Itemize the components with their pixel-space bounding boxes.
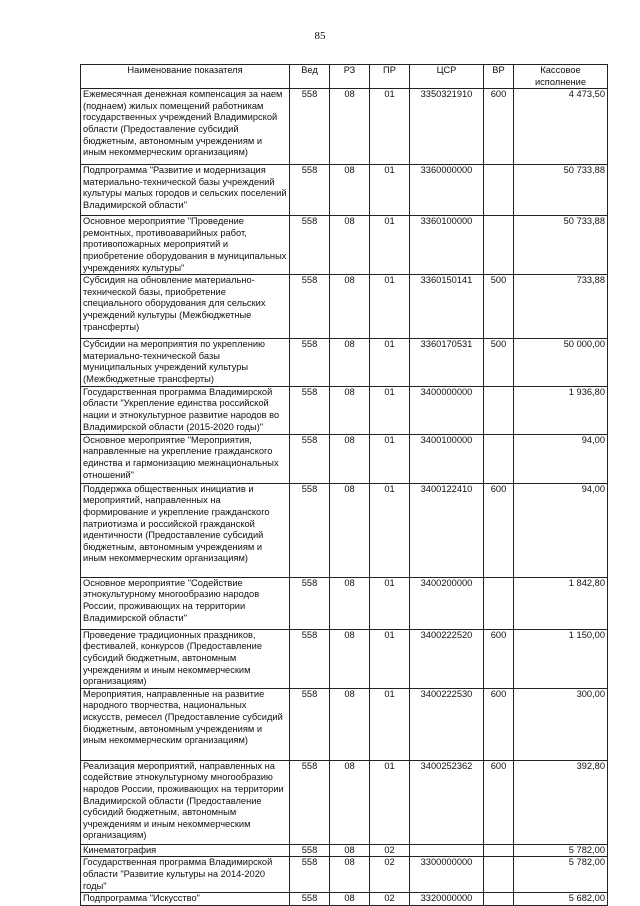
cell-amount: 4 473,50 [514, 89, 608, 165]
cell-rz: 08 [330, 434, 370, 483]
cell-ved: 558 [290, 386, 330, 434]
cell-amount: 1 842,80 [514, 577, 608, 629]
col-header-pr: ПР [370, 65, 410, 89]
cell-vr: 600 [484, 760, 514, 844]
cell-name: Субсидия на обновление материально-технической базы, приобретение специального оборудования для сельских учреждений культуры (Межбюджетные трансферты) [81, 275, 290, 339]
table-row [81, 857, 608, 893]
col-header-rz: РЗ [330, 65, 370, 89]
cell-vr [484, 386, 514, 434]
cell-ved: 558 [290, 629, 330, 688]
cell-name: Проведение традиционных праздников, фестивалей, конкурсов (Предоставление субсидий бюджетным, автономным учреждениям и иным некоммерческим организациям) [81, 629, 290, 688]
col-header-amount: Кассовое исполнение [514, 65, 608, 89]
cell-pr: 01 [370, 216, 410, 275]
cell-vr [484, 577, 514, 629]
cell-vr: 600 [484, 483, 514, 577]
cell-ved: 558 [290, 165, 330, 216]
cell-rz: 08 [330, 386, 370, 434]
cell-pr: 01 [370, 629, 410, 688]
cell-rz: 08 [330, 857, 370, 893]
table-row [81, 89, 608, 165]
cell-amount: 94,00 [514, 434, 608, 483]
cell-csr: 3400000000 [410, 386, 484, 434]
cell-pr: 02 [370, 857, 410, 893]
cell-ved: 558 [290, 339, 330, 386]
cell-rz: 08 [330, 688, 370, 760]
cell-pr: 01 [370, 434, 410, 483]
cell-name: Основное мероприятие "Содействие этнокультурному многообразию народов России, проживающих на территории Владимирской области" [81, 577, 290, 629]
cell-rz: 08 [330, 483, 370, 577]
cell-name: Подпрограмма "Искусство" [81, 893, 290, 906]
cell-rz: 08 [330, 339, 370, 386]
cell-pr: 01 [370, 89, 410, 165]
cell-csr: 3350321910 [410, 89, 484, 165]
table-header-row [81, 65, 608, 89]
cell-ved: 558 [290, 688, 330, 760]
cell-name: Ежемесячная денежная компенсация за наем (поднаем) жилых помещений работникам государственных учреждений Владимирской области (Предоставление субсидий бюджетным, автономным учреждениям и иным некоммерческим организациям) [81, 89, 290, 165]
cell-csr: 3400100000 [410, 434, 484, 483]
cell-rz: 08 [330, 844, 370, 857]
cell-ved: 558 [290, 893, 330, 906]
cell-pr: 01 [370, 577, 410, 629]
cell-vr [484, 216, 514, 275]
cell-amount: 1 150,00 [514, 629, 608, 688]
cell-vr [484, 165, 514, 216]
cell-name: Мероприятия, направленные на развитие народного творчества, национальных искусств, ремесел (Предоставление субсидий бюджетным, автономным учреждениям и иным некоммерческим организациям) [81, 688, 290, 760]
cell-pr: 02 [370, 844, 410, 857]
cell-ved: 558 [290, 577, 330, 629]
cell-pr: 01 [370, 275, 410, 339]
cell-ved: 558 [290, 483, 330, 577]
table-row [81, 275, 608, 339]
table-row [81, 434, 608, 483]
cell-amount: 5 682,00 [514, 893, 608, 906]
cell-pr: 01 [370, 688, 410, 760]
cell-pr: 01 [370, 165, 410, 216]
cell-ved: 558 [290, 434, 330, 483]
cell-vr [484, 434, 514, 483]
cell-rz: 08 [330, 216, 370, 275]
cell-vr [484, 857, 514, 893]
cell-name: Кинематография [81, 844, 290, 857]
cell-vr: 500 [484, 339, 514, 386]
cell-name: Государственная программа Владимирской области "Укрепление единства российской нации и этнокультурное развитие народов во Владимирской области (2015-2020 годы)" [81, 386, 290, 434]
cell-amount: 50 000,00 [514, 339, 608, 386]
cell-amount: 50 733,88 [514, 165, 608, 216]
cell-vr: 500 [484, 275, 514, 339]
cell-vr: 600 [484, 89, 514, 165]
table-row [81, 844, 608, 857]
cell-csr [410, 844, 484, 857]
cell-vr: 600 [484, 688, 514, 760]
page-number: 85 [314, 30, 326, 42]
cell-pr: 01 [370, 483, 410, 577]
col-header-csr: ЦСР [410, 65, 484, 89]
cell-csr: 3400200000 [410, 577, 484, 629]
cell-csr: 3360150141 [410, 275, 484, 339]
table-row [81, 483, 608, 577]
cell-ved: 558 [290, 844, 330, 857]
cell-pr: 01 [370, 339, 410, 386]
cell-csr: 3360000000 [410, 165, 484, 216]
cell-csr: 3360100000 [410, 216, 484, 275]
cell-ved: 558 [290, 216, 330, 275]
cell-ved: 558 [290, 275, 330, 339]
cell-amount: 392,80 [514, 760, 608, 844]
cell-csr: 3400222530 [410, 688, 484, 760]
col-header-ved: Вед [290, 65, 330, 89]
cell-csr: 3400122410 [410, 483, 484, 577]
cell-rz: 08 [330, 760, 370, 844]
cell-ved: 558 [290, 89, 330, 165]
cell-amount: 50 733,88 [514, 216, 608, 275]
table-row [81, 339, 608, 386]
table-row [81, 688, 608, 760]
cell-amount: 300,00 [514, 688, 608, 760]
cell-name: Основное мероприятие "Мероприятия, направленные на укрепление гражданского единства и гармонизацию межнациональных отношений" [81, 434, 290, 483]
col-header-vr: ВР [484, 65, 514, 89]
cell-name: Основное мероприятие "Проведение ремонтных, противоаварийных работ, противопожарных мероприятий и приобретение оборудования в муниципальных учреждениях культуры" [81, 216, 290, 275]
cell-pr: 02 [370, 893, 410, 906]
cell-name: Подпрограмма "Развитие и модернизация материально-технической базы учреждений культуры малых городов и сельских поселений Владимирской области" [81, 165, 290, 216]
cell-rz: 08 [330, 89, 370, 165]
cell-csr: 3320000000 [410, 893, 484, 906]
cell-name: Поддержка общественных инициатив и мероприятий, направленных на формирование и укрепление гражданского патриотизма и российской гражданской идентичности (Предоставление субсидий бюджетным, автономным учреждениям и иным некоммерческим организациям) [81, 483, 290, 577]
cell-amount: 94,00 [514, 483, 608, 577]
cell-csr: 3360170531 [410, 339, 484, 386]
cell-rz: 08 [330, 893, 370, 906]
cell-vr [484, 893, 514, 906]
cell-amount: 5 782,00 [514, 857, 608, 893]
cell-pr: 01 [370, 386, 410, 434]
cell-rz: 08 [330, 629, 370, 688]
table-row [81, 216, 608, 275]
cell-csr: 3400252362 [410, 760, 484, 844]
cell-ved: 558 [290, 857, 330, 893]
cell-csr: 3400222520 [410, 629, 484, 688]
cell-rz: 08 [330, 275, 370, 339]
table-row [81, 577, 608, 629]
cell-amount: 1 936,80 [514, 386, 608, 434]
table-row [81, 629, 608, 688]
cell-name: Государственная программа Владимирской области "Развитие культуры на 2014-2020 годы" [81, 857, 290, 893]
table-row [81, 386, 608, 434]
cell-pr: 01 [370, 760, 410, 844]
table-row [81, 893, 608, 906]
budget-execution-table [80, 64, 608, 906]
cell-rz: 08 [330, 577, 370, 629]
cell-vr: 600 [484, 629, 514, 688]
col-header-name: Наименование показателя [81, 65, 290, 89]
cell-rz: 08 [330, 165, 370, 216]
cell-vr [484, 844, 514, 857]
cell-ved: 558 [290, 760, 330, 844]
cell-amount: 5 782,00 [514, 844, 608, 857]
table-row [81, 760, 608, 844]
cell-name: Субсидии на мероприятия по укреплению материально-технической базы муниципальных учреждений культуры (Межбюджетные трансферты) [81, 339, 290, 386]
cell-amount: 733,88 [514, 275, 608, 339]
cell-name: Реализация мероприятий, направленных на содействие этнокультурному многообразию народов России, проживающих на территории Владимирской области (Предоставление субсидий бюджетным, автономным учреждениям и иным некоммерческим организациям) [81, 760, 290, 844]
table-row [81, 165, 608, 216]
cell-csr: 3300000000 [410, 857, 484, 893]
